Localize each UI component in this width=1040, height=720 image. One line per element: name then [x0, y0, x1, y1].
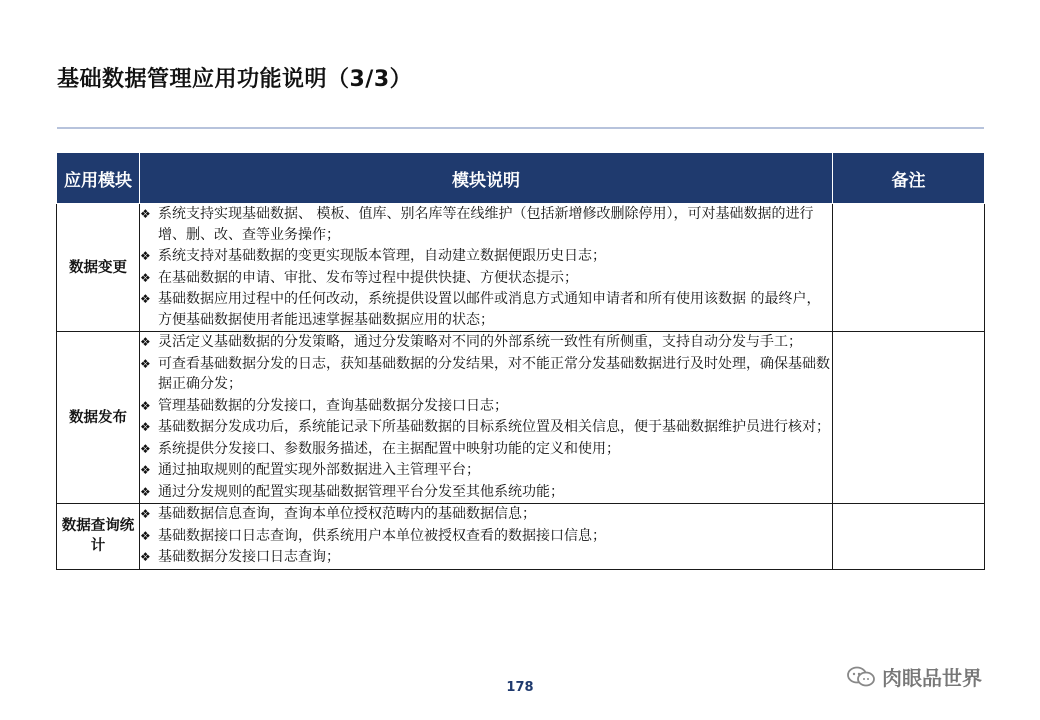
module-name: 数据变更: [57, 204, 140, 332]
list-item-text: 基础数据接口日志查询，供系统用户本单位被授权查看的数据接口信息；: [158, 527, 606, 544]
header-description: 模块说明: [140, 153, 833, 204]
table-header-row: [57, 153, 985, 204]
list-item: [140, 504, 832, 525]
list-item-text: 通过分发规则的配置实现基础数据管理平台分发至其他系统功能；: [158, 483, 564, 500]
list-item: [140, 417, 832, 438]
list-item-text: 系统提供分发接口、参数服务描述，在主据配置中映射功能的定义和使用；: [158, 440, 620, 457]
diamond-bullet-icon: ❖: [140, 249, 151, 263]
page-title: 基础数据管理应用功能说明（3/3）: [57, 67, 413, 92]
header-remarks: 备注: [833, 153, 985, 204]
list-item: [140, 547, 832, 568]
diamond-bullet-icon: ❖: [140, 441, 151, 456]
diamond-bullet-icon: ❖: [140, 270, 151, 285]
watermark: [846, 662, 982, 691]
list-item-text: 可查看基础数据分发的日志，获知基础数据的分发结果，对不能正常分发基础数据进行及时处理，确保基础数据正确分发；: [158, 355, 830, 392]
list-item: [140, 526, 832, 547]
watermark-text: 肉眼品世界: [882, 666, 982, 690]
function-table: [56, 152, 985, 570]
module-name: 数据查询统计: [57, 504, 140, 570]
diamond-bullet-icon: ❖: [140, 463, 151, 477]
table-row: [57, 332, 985, 504]
diamond-bullet-icon: ❖: [140, 356, 151, 371]
list-item: [140, 204, 832, 245]
module-description: [140, 504, 833, 570]
list-item-text: 基础数据应用过程中的任何改动，系统提供设置以邮件或消息方式通知申请者和所有使用该数据 的最终户，方便基础数据使用者能迅速掌握基础数据应用的状态；: [158, 291, 821, 328]
list-item-text: 系统支持对基础数据的变更实现版本管理，自动建立数据便跟历史日志；: [158, 248, 606, 264]
list-item: [140, 289, 832, 330]
page-number: 178: [506, 680, 534, 695]
list-item-text: 基础数据分发接口日志查询；: [158, 549, 340, 565]
diamond-bullet-icon: ❖: [140, 292, 151, 306]
description-list: [140, 332, 832, 502]
list-item: [140, 482, 832, 503]
list-item-text: 在基础数据的申请、审批、发布等过程中提供快捷、方便状态提示；: [158, 269, 578, 286]
list-item: [140, 246, 832, 267]
module-remarks: [833, 204, 985, 332]
module-description: [140, 204, 833, 332]
list-item-text: 管理基础数据的分发接口，查询基础数据分发接口日志；: [158, 397, 508, 414]
module-remarks: [833, 504, 985, 570]
diamond-bullet-icon: ❖: [140, 484, 151, 499]
list-item: [140, 268, 832, 289]
module-description: [140, 332, 833, 504]
list-item-text: 基础数据信息查询，查询本单位授权范畴内的基础数据信息；: [158, 506, 536, 522]
module-remarks: [833, 332, 985, 504]
list-item-text: 系统支持实现基础数据、 模板、值库、别名库等在线维护（包括新增修改删除停用），可对基础数据的进行增、删、改、查等业务操作；: [158, 206, 814, 243]
description-list: [140, 504, 832, 568]
table-row: [57, 504, 985, 570]
diamond-bullet-icon: ❖: [140, 420, 151, 434]
list-item: [140, 460, 832, 481]
list-item-text: 灵活定义基础数据的分发策略，通过分发策略对不同的外部系统一致性有所侧重，支持自动分发与手工；: [158, 334, 802, 350]
diamond-bullet-icon: ❖: [140, 207, 151, 221]
list-item-text: 基础数据分发成功后，系统能记录下所基础数据的目标系统位置及相关信息，便于基础数据维护员进行核对；: [158, 419, 830, 435]
list-item: [140, 354, 832, 395]
chat-bubbles-icon: [846, 665, 876, 689]
title-divider: [57, 127, 984, 129]
table-row: [57, 204, 985, 332]
list-item-text: 通过抽取规则的配置实现外部数据进入主管理平台；: [158, 462, 480, 478]
list-item: [140, 439, 832, 460]
list-item: [140, 396, 832, 417]
header-module: 应用模块: [57, 153, 140, 204]
diamond-bullet-icon: ❖: [140, 528, 151, 543]
module-name: 数据发布: [57, 332, 140, 504]
diamond-bullet-icon: ❖: [140, 398, 151, 413]
description-list: [140, 204, 832, 330]
diamond-bullet-icon: ❖: [140, 335, 151, 349]
diamond-bullet-icon: ❖: [140, 550, 151, 564]
list-item: [140, 332, 832, 353]
diamond-bullet-icon: ❖: [140, 507, 151, 521]
